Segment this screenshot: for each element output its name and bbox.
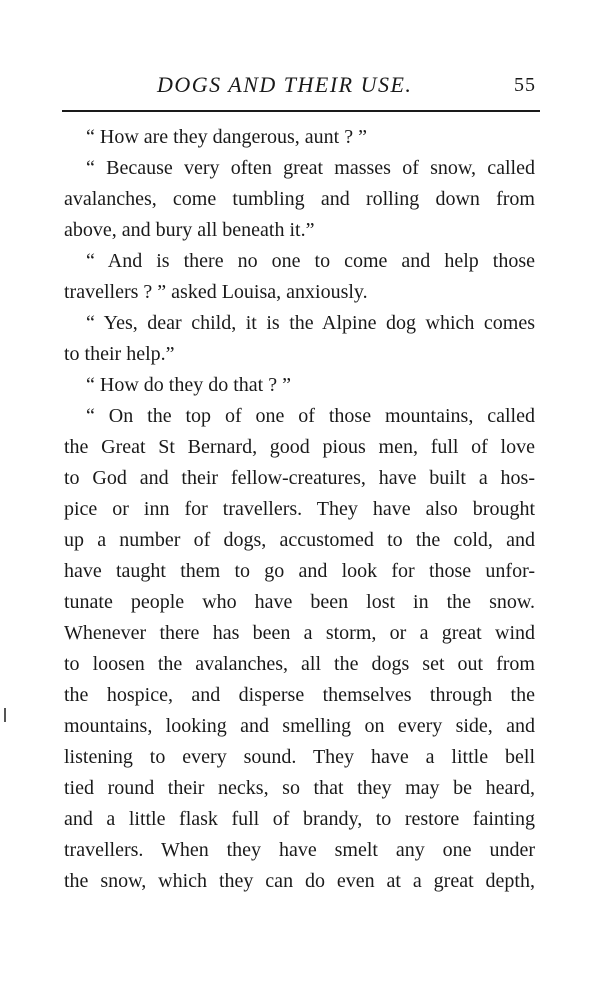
text-line: tied round their necks, so that they may be heard, [64,777,535,799]
margin-mark [4,708,6,722]
text-line: above, and bury all beneath it.” [64,219,315,241]
text-line: “ Because very often great masses of snow, called [86,157,535,179]
text-line: “ How are they dangerous, aunt ? ” [86,126,367,148]
page-number: 55 [514,74,536,96]
text-line: listening to every sound. They have a little bell [64,746,535,768]
text-line: pice or inn for travellers. They have also brought [64,498,535,520]
text-line: to their help.” [64,343,175,365]
text-line: “ On the top of one of those mountains, called [86,405,535,427]
text-line: to loosen the avalanches, all the dogs set out from [64,653,535,675]
text-line: tunate people who have been lost in the snow. [64,591,535,613]
text-line: mountains, looking and smelling on every side, and [64,715,535,737]
text-line: the hospice, and disperse themselves through the [64,684,535,706]
text-line: and a little flask full of brandy, to restore fainting [64,808,535,830]
text-line: to God and their fellow-creatures, have built a hos- [64,467,535,489]
text-line: have taught them to go and look for those unfor- [64,560,535,582]
header-rule [62,110,540,112]
text-line: travellers. When they have smelt any one under [64,839,535,861]
text-line: “ Yes, dear child, it is the Alpine dog which comes [86,312,535,334]
body-text [64,122,535,897]
text-line: “ How do they do that ? ” [86,374,291,396]
text-line: travellers ? ” asked Louisa, anxiously. [64,281,368,303]
text-line: the snow, which they can do even at a great depth, [64,870,535,892]
running-head [62,72,540,102]
text-line: avalanches, come tumbling and rolling down from [64,188,535,210]
text-line: “ And is there no one to come and help those [86,250,535,272]
running-title: DOGS AND THEIR USE. [157,72,413,97]
text-line: the Great St Bernard, good pious men, full of love [64,436,535,458]
text-line: up a number of dogs, accustomed to the cold, and [64,529,535,551]
text-line: Whenever there has been a storm, or a great wind [64,622,535,644]
